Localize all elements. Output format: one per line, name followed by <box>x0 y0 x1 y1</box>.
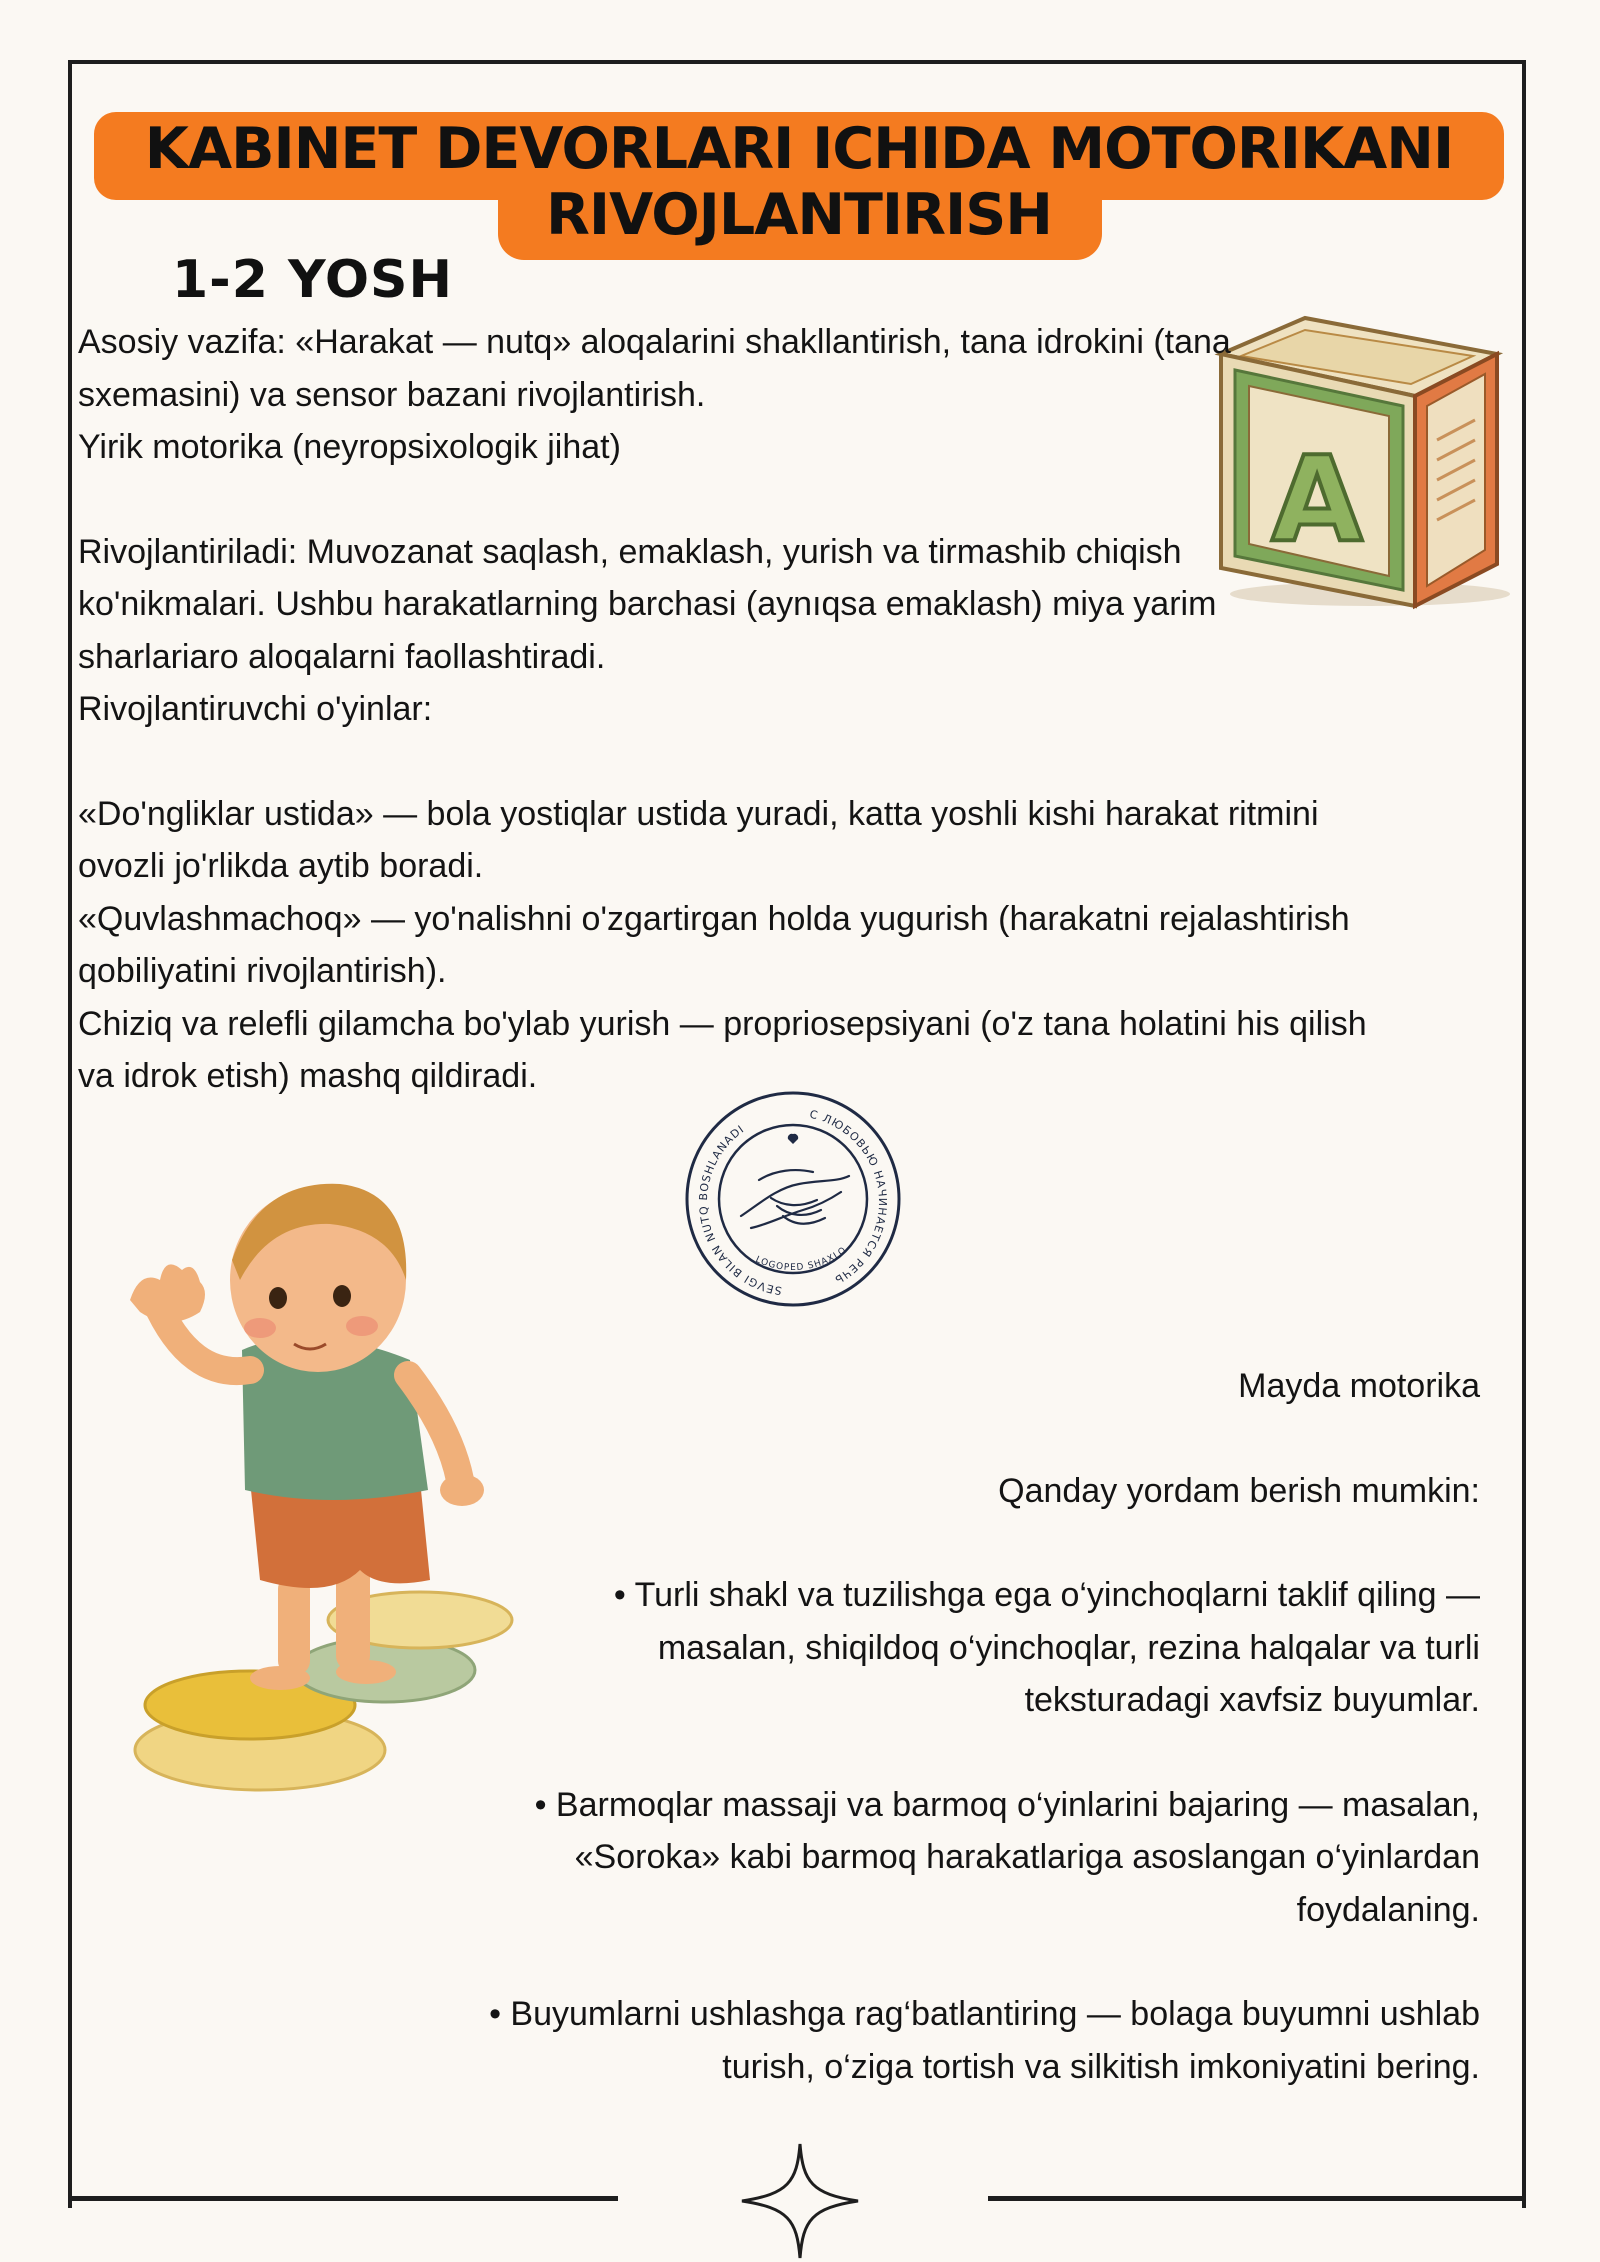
toddler-on-cushions-illustration <box>110 1160 540 1800</box>
stamp-text-bottom: LOGOPED SHAXLO <box>753 1245 849 1274</box>
frame-right-line <box>1522 60 1526 2208</box>
stamp-text-right: С ЛЮБОВЬЮ НАЧИНАЕТСЯ РЕЧЬ <box>808 1107 889 1287</box>
help-question: Qanday yordam berish mumkin: <box>998 1471 1480 1510</box>
frame-top-line <box>68 60 1526 64</box>
fine-motor-section <box>480 1360 1480 2093</box>
age-group-heading: 1-2 YOSH <box>172 250 454 310</box>
tip-item: • Buyumlarni ushlashga rag‘batlantiring — bolaga buyumni ushlab turish, o‘ziga tortish va silkitish imkoniyatini bering. <box>489 1995 1480 2086</box>
handshake-stamp-logo <box>679 1088 907 1310</box>
tip-item: • Barmoqlar massaji va barmoq o‘yinlarini bajaring — masalan, «Soroka» kabi barmoq harakatlariga asoslangan o‘yinlardan foydalaning. <box>534 1785 1480 1929</box>
game-item: Chiziq va relefli gilamcha bo'ylab yurish — propriosepsiyani (o'z tana holatini his qilish va idrok etish) mashq qildiradi. <box>78 1004 1367 1095</box>
gross-motor-section <box>78 316 1378 1103</box>
frame-left-line <box>68 60 72 2208</box>
game-item: «Quvlashmachoq» — yo'nalishni o'zgartirgan holda yugurish (harakatni rejalashtirish qobiliyatini rivojlantirish). <box>78 899 1350 990</box>
page-title: KABINET DEVORLARI ICHIDA MOTORIKANI RIVOJLANTIRISH <box>144 116 1454 248</box>
frame-bottom-left-line <box>68 2196 618 2201</box>
games-heading: Rivojlantiruvchi o'yinlar: <box>78 690 433 728</box>
game-item: «Do'ngliklar ustida» — bola yostiqlar ustida yuradi, katta yoshli kishi harakat ritmini ovozli jo'rlikda aytib boradi. <box>78 794 1319 885</box>
sparkle-icon <box>740 2142 860 2260</box>
fine-motor-heading: Mayda motorika <box>1238 1367 1480 1405</box>
main-task-text: Asosiy vazifa: «Harakat — nutq» aloqalarini shakllantirish, tana idrokini (tana sxemasini) va sensor bazani rivojlantirish. <box>78 323 1231 414</box>
tip-item: • Turli shakl va tuzilishga ega o‘yinchoqlarni taklif qiling — masalan, shiqildoq o‘yinchoqlar, rezina halqalar va turli teksturadagi xavfsiz buyumlar. <box>613 1576 1480 1719</box>
frame-bottom-right-line <box>988 2196 1526 2201</box>
gross-motor-heading: Yirik motorika (neyropsixologik jihat) <box>78 428 621 466</box>
stamp-text-left: SEVGI BILAN NUTQ BOSHLANADI <box>696 1122 783 1298</box>
develops-text: Rivojlantiriladi: Muvozanat saqlash, emaklash, yurish va tirmashib chiqish ko'nikmalari. Ushbu harakatlarning barchasi (aynıqsa emaklash) miya yarim sharlariaro aloqalarni faollashtiradi. <box>78 532 1217 676</box>
block-letter: A <box>1271 430 1363 568</box>
